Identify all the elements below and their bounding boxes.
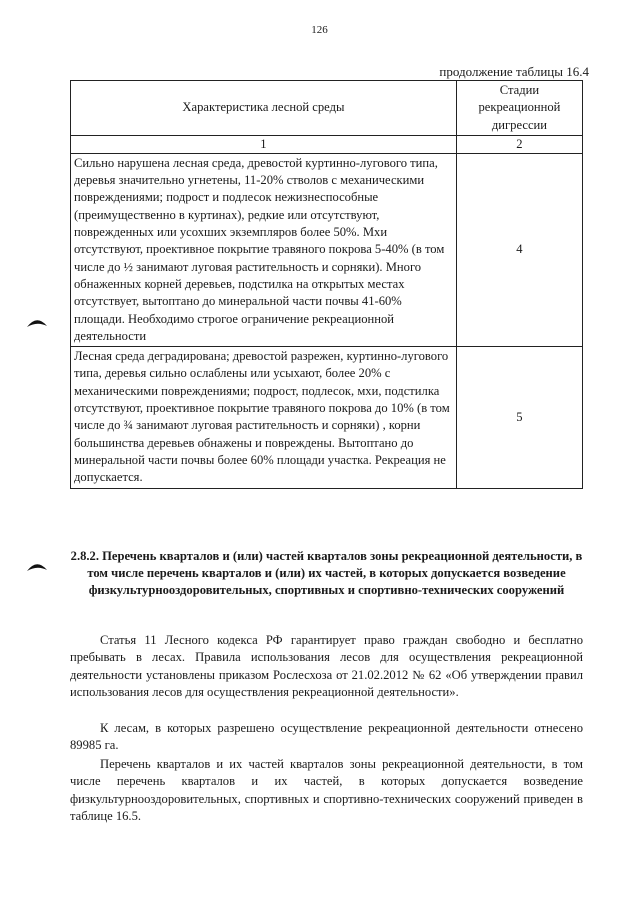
forest-environment-table: [70, 80, 583, 489]
row-stage: 4: [456, 153, 582, 346]
table-continuation-label: продолжение таблицы 16.4: [439, 64, 589, 79]
paragraph: Статья 11 Лесного кодекса РФ гарантирует право граждан свободно и бесплатно пребывать в лесах. Правила использования лесов для осуществления рекреационной деятельности установлены приказом Рослесхоза от 21.02.2012 № 62 «Об утверждении правил использования лесов для осуществления рекреационной деятельности».: [70, 633, 583, 699]
row-characteristic: Сильно нарушена лесная среда, древостой куртинно-лугового типа, деревья значительно угнетены, 11-20% стволов с механическими повреждениями; подрост и подлесок нежизнеспособные (преимущественно в куртинах), редкие или отсутствуют, поврежденных или усохших экземпляров более 50%. Мхи отсутствуют, проективное покрытие травяного покрова 5-40% (в том числе до ½ занимают луговая растительность и сорняки). Много обнаженных корней деревьев, подстилка на открытых местах отсутствует, вытоптано до минеральной части почвы 41-60% площади. Необходимо строгое ограничение рекреационной деятельности: [71, 153, 457, 346]
table-header-row: [71, 81, 583, 136]
column-number-row: [71, 135, 583, 153]
header-characteristic: Характеристика лесной среды: [71, 81, 457, 136]
column-number-2: 2: [456, 135, 582, 153]
page-number: 126: [311, 24, 328, 36]
row-stage: 5: [456, 347, 582, 488]
header-stage: Стадии рекреационной дигрессии: [456, 81, 582, 136]
paragraph: Перечень кварталов и их частей кварталов зоны рекреационной деятельности, в том числе перечень кварталов и их частей, в которых допускается возведение физкультурнооздоровительных, спортивных и спортивно-технических сооружений приведен в таблице 16.5.: [70, 757, 583, 823]
column-number-1: 1: [71, 135, 457, 153]
section-heading: 2.8.2. Перечень кварталов и (или) частей кварталов зоны рекреационной деятельности, в том числе перечень кварталов и (или) их частей, в которых допускается возведение физкультурнооздоровительных, спортивных и спортивно-технических сооружений: [70, 549, 583, 597]
paragraph: К лесам, в которых разрешено осуществление рекреационной деятельности отнесено 89985 га.: [70, 721, 583, 753]
binder-hole-mark: [26, 560, 48, 572]
binder-hole-mark: [26, 316, 48, 328]
row-characteristic: Лесная среда деградирована; древостой разрежен, куртинно-лугового типа, деревья сильно ослаблены или усыхают, более 20% с механическими повреждениями; подрост, подлесок, мхи, подстилка отсутствуют, проективное покрытие травяного покрова до 10% (в том числе до ¾ занимают луговая растительность и сорняки) , корни большинства деревьев обнажены и повреждены. Вытоптано до минеральной части почвы более 60% площади участка. Рекреация не допускается.: [71, 347, 457, 488]
table-row: [71, 153, 583, 346]
table-row: [71, 347, 583, 488]
